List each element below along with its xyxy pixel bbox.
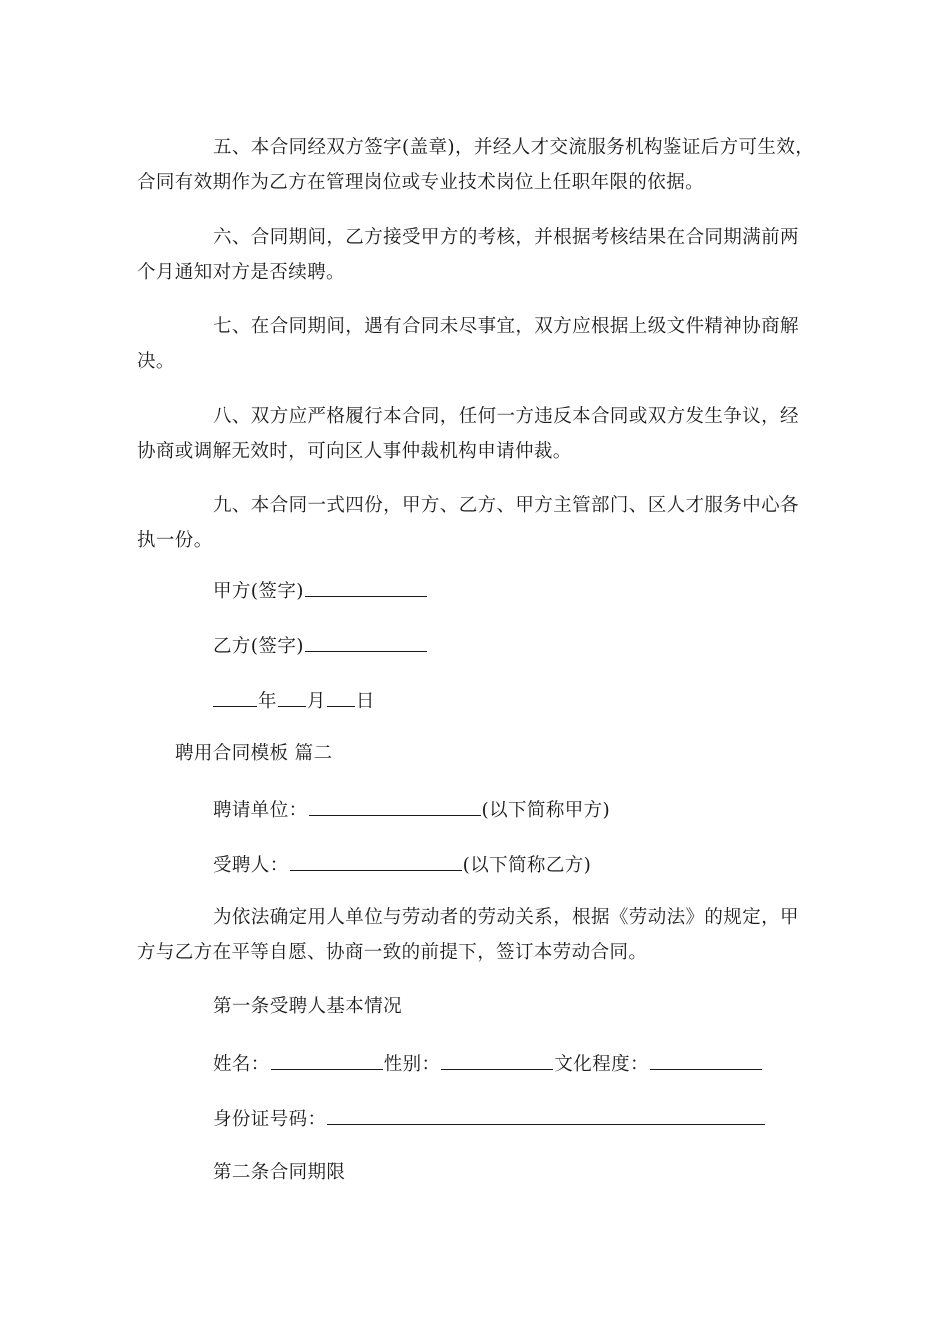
- name-field[interactable]: [271, 1051, 383, 1070]
- name-label: 姓名：: [213, 1054, 270, 1075]
- party-b-signature: [213, 633, 428, 659]
- year-blank[interactable]: [213, 688, 257, 707]
- education-label: 文化程度：: [554, 1054, 649, 1075]
- month-label: 月: [306, 691, 326, 712]
- employer-label: 聘请单位：: [213, 800, 308, 821]
- year-label: 年: [258, 691, 277, 712]
- article6-line2: 个月通知对方是否续聘。: [137, 262, 345, 283]
- article7-line2: 决。: [137, 351, 175, 372]
- employer-suffix: (以下简称甲方): [481, 800, 611, 821]
- employee-suffix: (以下简称乙方): [462, 855, 592, 876]
- template2-title: 聘用合同模板 篇二: [175, 743, 333, 764]
- article9-line2: 执一份。: [137, 530, 213, 551]
- party-a-label: 甲方(签字): [213, 581, 304, 602]
- employer-row: [213, 797, 610, 823]
- signature-date: [213, 688, 375, 714]
- preamble-line2: 方与乙方在平等自愿、协商一致的前提下，签订本劳动合同。: [137, 942, 648, 963]
- education-field[interactable]: [650, 1051, 762, 1070]
- article7-line1: 七、在合同期间，遇有合同未尽事宜，双方应根据上级文件精神协商解: [213, 316, 799, 337]
- party-a-signature-line[interactable]: [305, 578, 427, 597]
- article8-line1: 八、双方应严格履行本合同，任何一方违反本合同或双方发生争议，经: [213, 406, 799, 427]
- id-row: [213, 1106, 766, 1132]
- clause2-title: 第二条合同期限: [213, 1162, 346, 1183]
- clause1-title: 第一条受聘人基本情况: [213, 996, 403, 1017]
- gender-field[interactable]: [441, 1051, 553, 1070]
- preamble-line1: 为依法确定用人单位与劳动者的劳动关系，根据《劳动法》的规定，甲: [213, 907, 799, 928]
- article6-line1: 六、合同期间，乙方接受甲方的考核，并根据考核结果在合同期满前两: [213, 227, 799, 248]
- employee-field[interactable]: [290, 852, 462, 871]
- employee-row: [213, 852, 591, 878]
- gender-label: 性别：: [383, 1054, 441, 1075]
- party-b-signature-line[interactable]: [305, 633, 427, 652]
- month-blank[interactable]: [278, 688, 306, 707]
- party-b-label: 乙方(签字): [213, 636, 304, 657]
- basic-info-row: [213, 1051, 763, 1077]
- id-label: 身份证号码：: [213, 1109, 327, 1130]
- employer-field[interactable]: [309, 797, 481, 816]
- employee-label: 受聘人：: [213, 855, 289, 876]
- id-field[interactable]: [327, 1106, 765, 1125]
- day-label: 日: [355, 691, 375, 712]
- article9-line1: 九、本合同一式四份，甲方、乙方、甲方主管部门、区人才服务中心各: [213, 495, 799, 516]
- article5-line2: 合同有效期作为乙方在管理岗位或专业技术岗位上任职年限的依据。: [137, 172, 705, 193]
- article5-line1: 五、本合同经双方签字(盖章)，并经人才交流服务机构鉴证后方可生效，: [213, 137, 815, 158]
- party-a-signature: [213, 578, 428, 604]
- day-blank[interactable]: [327, 688, 355, 707]
- article8-line2: 协商或调解无效时，可向区人事仲裁机构申请仲裁。: [137, 441, 572, 462]
